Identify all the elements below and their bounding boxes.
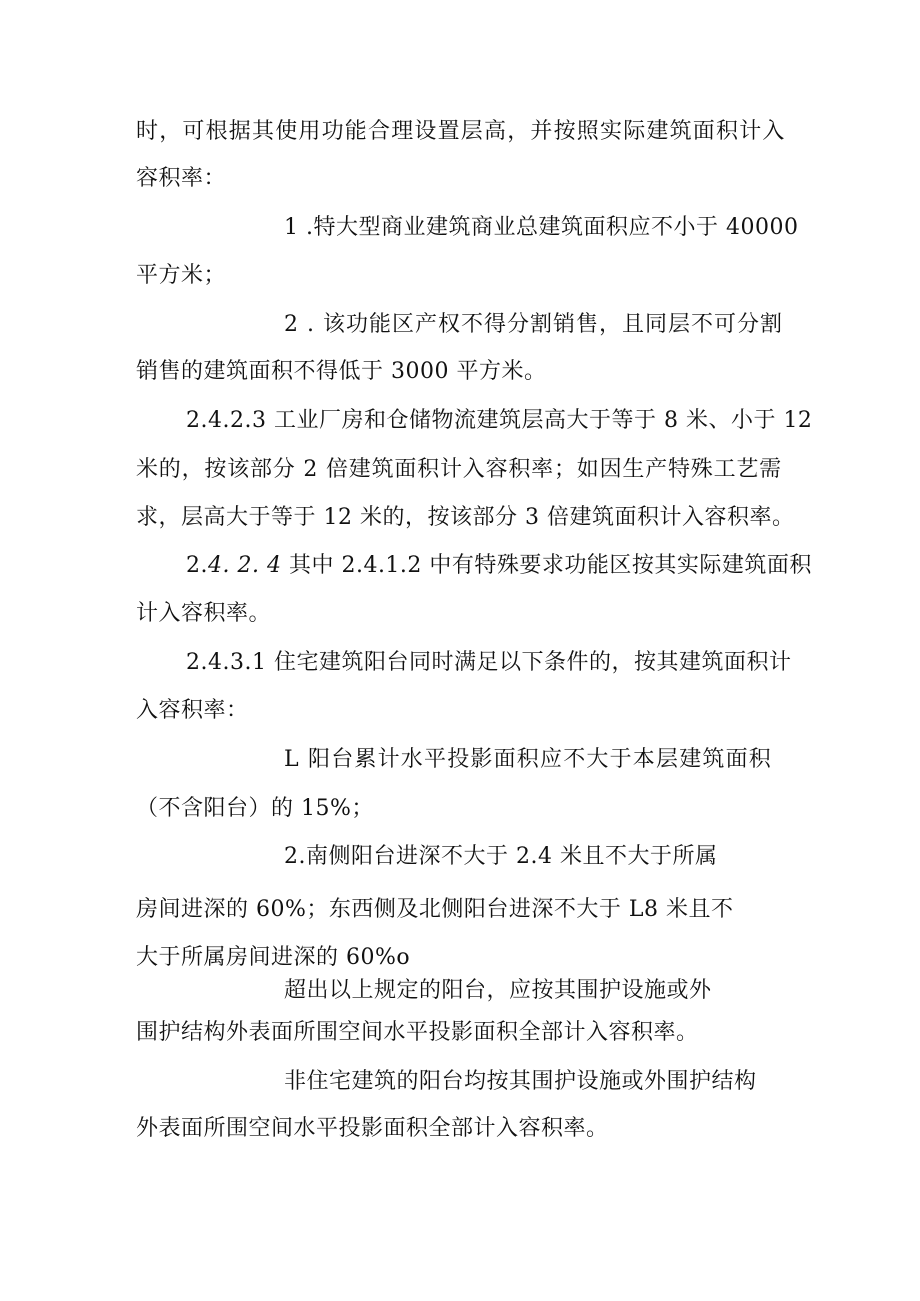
text-line: 1 .特大型商业建筑商业总建筑面积应不小于 40000	[284, 215, 799, 240]
text-segment: 其中 2.4.1.2 中有特殊要求功能区按其实际建筑面积	[281, 553, 812, 578]
text-line: （不含阳台）的 15%；	[136, 796, 374, 821]
text-line: 销售的建筑面积不得低于 3000 平方米。	[136, 359, 547, 384]
text-line: 求，层高大于等于 12 米的，按该部分 3 倍建筑面积计入容积率。	[136, 505, 795, 530]
text-line: 大于所属房间进深的 60%o	[136, 945, 411, 970]
text-line: 非住宅建筑的阳台均按其围护设施或外围护结构	[284, 1069, 757, 1094]
text-line: 围护结构外表面所围空间水平投影面积全部计入容积率。	[136, 1020, 699, 1045]
text-line: L 阳台累计水平投影面积应不大于本层建筑面积	[284, 747, 773, 772]
text-line: 计入容积率。	[136, 601, 272, 626]
text-line: 2 . 该功能区产权不得分割销售，且同层不可分割	[284, 312, 783, 337]
text-line: 平方米；	[136, 263, 227, 288]
text-line: 2.南侧阳台进深不大于 2.4 米且不大于所属	[284, 844, 718, 869]
text-line	[186, 552, 812, 580]
text-line: 超出以上规定的阳台，应按其围护设施或外	[284, 978, 712, 1003]
text-line: 米的，按该部分 2 倍建筑面积计入容积率；如因生产特殊工艺需	[136, 457, 782, 482]
text-line: 外表面所围空间水平投影面积全部计入容积率。	[136, 1116, 609, 1141]
text-line: 2.4.3.1 住宅建筑阳台同时满足以下条件的，按其建筑面积计	[186, 650, 792, 675]
text-line: 房间进深的 60%；东西侧及北侧阳台进深不大于 L8 米且不	[136, 897, 734, 922]
section-number-italic: 4. 2. 4	[208, 553, 282, 578]
text-line: 容积率：	[136, 166, 227, 191]
section-number-prefix: 2.	[186, 553, 208, 578]
text-line: 入容积率：	[136, 698, 249, 723]
text-line: 2.4.2.3 工业厂房和仓储物流建筑层高大于等于 8 米、小于 12	[186, 408, 813, 433]
text-line: 时，可根据其使用功能合理设置层高，并按照实际建筑面积计入	[136, 119, 786, 144]
